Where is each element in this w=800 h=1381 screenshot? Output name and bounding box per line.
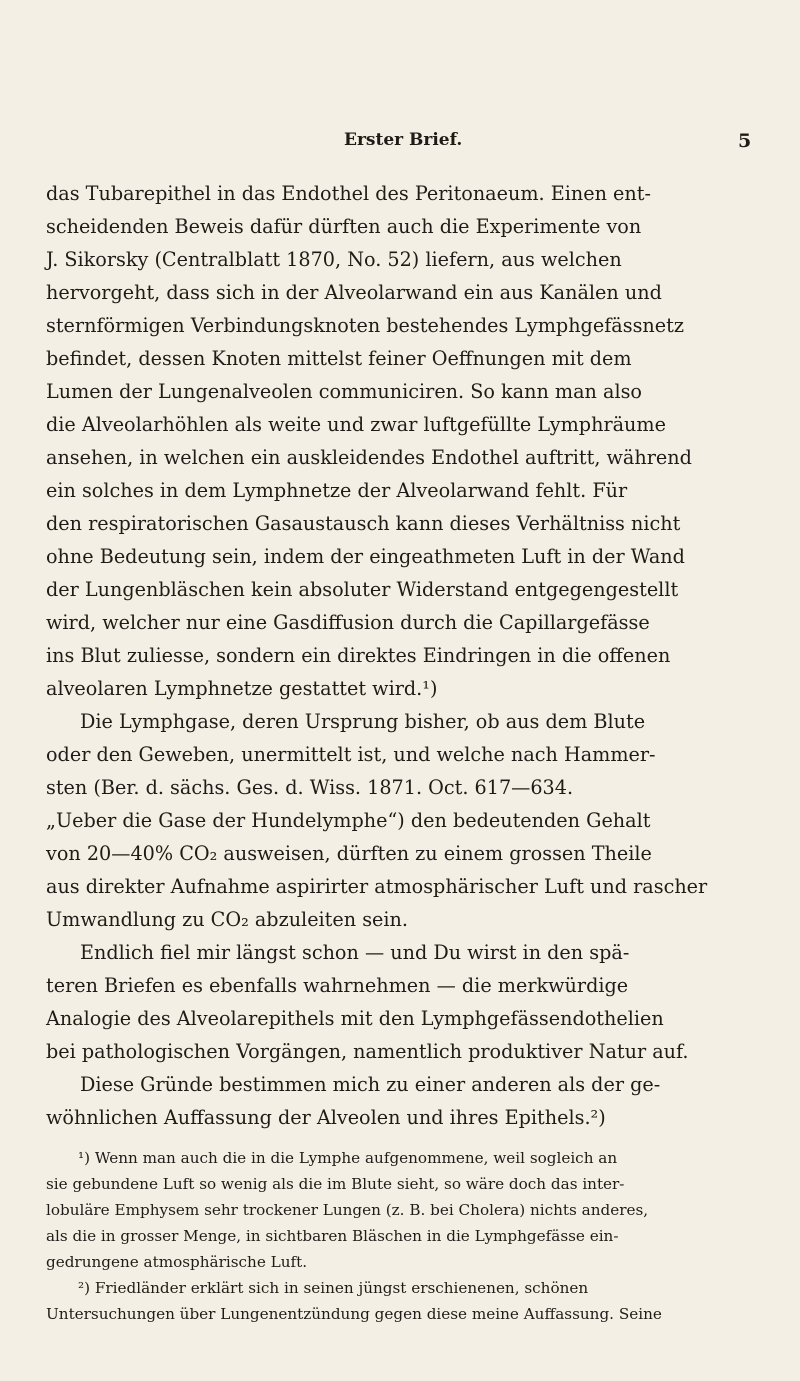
chapter-title: Erster Brief.	[344, 130, 463, 150]
book-page: Erster Brief. 5 das Tubarepithel in das Endothel des Peritonaeum. Einen ent- scheidenden Beweis dafür dürften auch die Experimente von J. Sikorsky (Centralblatt 1870, No. 52) liefern, aus welchen hervorgeht, dass sich in der Alveolarwand ein aus Kanälen und sternförmigen Verbindungsknoten bestehendes Lymphgefässnetz befindet, dessen Knoten mittelst feiner Oeffnungen mit dem Lumen der Lungenalveolen communiciren. So kann man also die Alveolarhöhlen als weite und zwar luftgefüllte Lymphräume ansehen, in welchen ein auskleidendes Endothel auftritt, während ein solches in dem Lymphnetze der Alveolarwand fehlt. Für den respiratorischen Gasaustausch kann dieses Verhältniss nicht ohne Bedeutung sein, indem der eingeathmeten Luft in der Wand der Lungenbläschen kein absoluter Widerstand entgegengestellt wird, welcher nur eine Gasdiffusion durch die Capillargefässe ins Blut zuliesse, sondern ein direktes Eindringen in die offenen alveolaren Lymphnetze gestattet wird.¹) Die Lymphgase, deren Ursprung bisher, ob aus dem Blute oder den Geweben, unermittelt ist, und welche nach Hammer- sten (Ber. d. sächs. Ges. d. Wiss. 1871. Oct. 617—634. „Ueber die Gase der Hundelymphe“) den bedeutenden Gehalt von 20—40% CO₂ ausweisen, dürften zu einem grossen Theile aus direkter Aufnahme aspirirter atmosphärischer Luft und rascher Umwandlung zu CO₂ abzuleiten sein. Endlich fiel mir längst schon — und Du wirst in den spä- teren Briefen es ebenfalls wahrnehmen — die merkwürdige Analogie des Alveolarepithels mit den Lymphgefässendothelien bei pathologischen Vorgängen, namentlich produktiver Natur auf. Diese Gründe bestimmen mich zu einer anderen als der ge- wöhnlichen Auffassung der Alveolen und ihres Epithels.²) ¹) Wenn man auch die in die Lymphe aufgenommene, weil sogleich an sie gebundene Luft so wenig als die im Blute sieht, so wäre doch das inter- lobuläre Emphysem sehr trockener Lungen (z. B. bei Cholera) nichts anderes, als die in grosser Menge, in sichtbaren Bläschen in die Lymphgefässe ein- gedrungene atmosphärische Luft. ²) Friedländer erklärt sich in seinen jüngst erschienenen, schönen Untersuchungen über Lungenentzündung gegen diese meine Auffassung. Seine	[0, 0, 800, 1381]
page-number: 5	[738, 130, 752, 152]
running-header	[0, 130, 800, 160]
